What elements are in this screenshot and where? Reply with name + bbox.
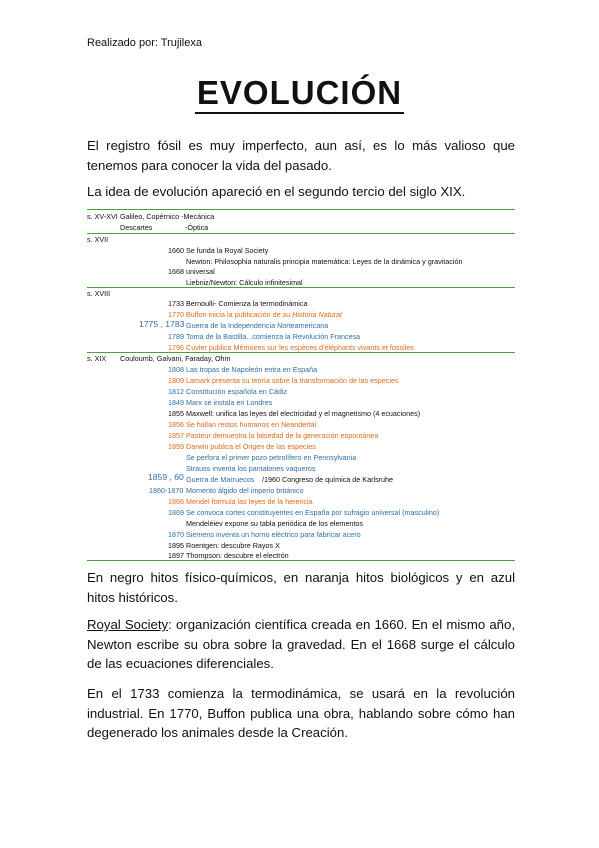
event-text: [186, 310, 342, 319]
event-year: 1855: [168, 409, 184, 418]
legend-paragraph: En negro hitos físico-químicos, en naranja hitos biológicos y en azul hitos históricos.: [87, 570, 515, 605]
event-text: /1960 Congreso de química de Karlsruhe: [262, 475, 394, 484]
event-year: 1789: [168, 332, 184, 341]
timeline-text: Descartes: [120, 223, 153, 232]
event-text: Cuvier publica Mémoires sur les espèces d'éléphants vivants et fossiles: [186, 343, 414, 352]
event-year: 1849: [168, 398, 184, 407]
event-text: Darwin publica el Origen de las especies: [186, 442, 316, 451]
event-text: Mendeléiev expone su tabla periódica de los elementos: [186, 519, 364, 528]
event-text: Thompson: descubre el electrón: [186, 551, 289, 560]
timeline-text: -Óptica: [185, 223, 209, 232]
event-year: 1733: [168, 299, 184, 308]
event-text-italic: Historia Natural: [292, 310, 342, 319]
event-text: Guerra de Marruecos: [186, 475, 255, 484]
event-text: Se funda la Royal Society: [186, 246, 269, 255]
event-text: Bernoulli- Comienza la termodinámica: [186, 299, 308, 308]
event-year: 1860-1870: [149, 486, 184, 495]
event-year: 1770: [168, 310, 184, 319]
author-line: Realizado por: Trujilexa: [87, 37, 202, 49]
event-year: 1809: [168, 376, 184, 385]
event-text: Liebniz/Newton: Cálculo infinitesimal: [186, 278, 303, 287]
event-text: Pasteur demuestra la falsedad de la generación espontánea: [186, 431, 379, 440]
event-year: 1869: [168, 508, 184, 517]
table-rule: [87, 287, 515, 288]
event-text: Se perfora el primer pozo petrolífero en Pennsylvania: [186, 453, 357, 462]
page-title-text: EVOLUCIÓN: [195, 74, 404, 114]
event-text: universal: [186, 267, 215, 276]
event-text: Siemens inventa un horno eléctrico para fabricar acero: [186, 530, 361, 539]
event-year: 1856: [168, 420, 184, 429]
event-year: 1796: [168, 343, 184, 352]
timeline-text: Galileo, Copérnico -Mecánica: [120, 212, 215, 221]
table-rule: [87, 233, 515, 234]
event-year: 1870: [168, 530, 184, 539]
century-label: s. XVII: [87, 235, 109, 244]
event-year: 1859 , 60: [148, 472, 184, 482]
event-year: 1660: [168, 246, 184, 255]
timeline-text: Couloumb, Galvani, Faraday, Ohm: [120, 354, 231, 363]
event-text: Se convoca cortes constituyentes en España por sufragio universal (masculino): [186, 508, 440, 517]
event-text: Se hallan restos humanos en Neandertal: [186, 420, 317, 429]
event-text: Roentgen: descubre Rayos X: [186, 541, 280, 550]
final-paragraph: En el 1733 comienza la termodinámica, se usará en la revolución industrial. En 1770, Buffon publica una obra, hablando sobre cómo han degenerado los animales desde la Creación.: [87, 686, 515, 740]
table-rule: [87, 560, 515, 561]
event-text: Strauss inventa los pantalones vaqueros: [186, 464, 316, 473]
event-text: Marx se instala en Londres: [186, 398, 273, 407]
event-text: Toma de la Bastilla...comienza la Revolución Francesa: [186, 332, 361, 341]
event-text: Constitución española en Cádiz: [186, 387, 288, 396]
event-text-plain: Buffon inicia la publicación de su: [186, 310, 293, 319]
table-rule: [87, 352, 515, 353]
event-text: Maxwell: unifica las leyes del electricidad y el magnetismo (4 ecuaciones): [186, 409, 421, 418]
event-text: Las tropas de Napoleón entra en España: [186, 365, 318, 374]
table-rule: [87, 209, 515, 210]
page-title: [0, 74, 599, 114]
event-year: 1812: [168, 387, 184, 396]
event-text: Momento álgido del imperio británico: [186, 486, 304, 495]
event-text: Guerra de la Independencia Norteamericana: [186, 321, 329, 330]
event-year: 1895: [168, 541, 184, 550]
event-year: 1866: [168, 497, 184, 506]
royal-society-term: Royal Society: [87, 617, 169, 632]
royal-society-text: : organización científica creada en 1660. En el mismo año, Newton escribe su obra sobre la gravedad. En el 1668 surge el cálculo de las ecuaciones diferenciales.: [87, 617, 515, 671]
century-label: s. XVIII: [87, 289, 111, 298]
intro-paragraph-2: La idea de evolución apareció en el segundo tercio del siglo XIX.: [87, 184, 466, 199]
event-text: Newton: Philosophia naturalis principia matemática: Leyes de la dinámica y gravitación: [186, 257, 463, 266]
royal-society-paragraph: [87, 615, 515, 674]
event-year: 1668: [168, 267, 184, 276]
event-year: 1859: [168, 442, 184, 451]
century-label: s. XV-XVI: [87, 212, 118, 221]
century-label: s. XIX: [87, 354, 107, 363]
event-year: 1808: [168, 365, 184, 374]
event-year: 1775 , 1783: [139, 319, 185, 329]
event-year: 1857: [168, 431, 184, 440]
event-year: 1897: [168, 551, 184, 560]
event-text: Mendel formula las leyes de la herencia: [186, 497, 313, 506]
intro-paragraph-1: El registro fósil es muy imperfecto, aun así, es lo más valioso que tenemos para conocer la vida del pasado.: [87, 138, 515, 173]
event-text: Lamark presenta su teoría sobre la transformación de las especies: [186, 376, 399, 385]
